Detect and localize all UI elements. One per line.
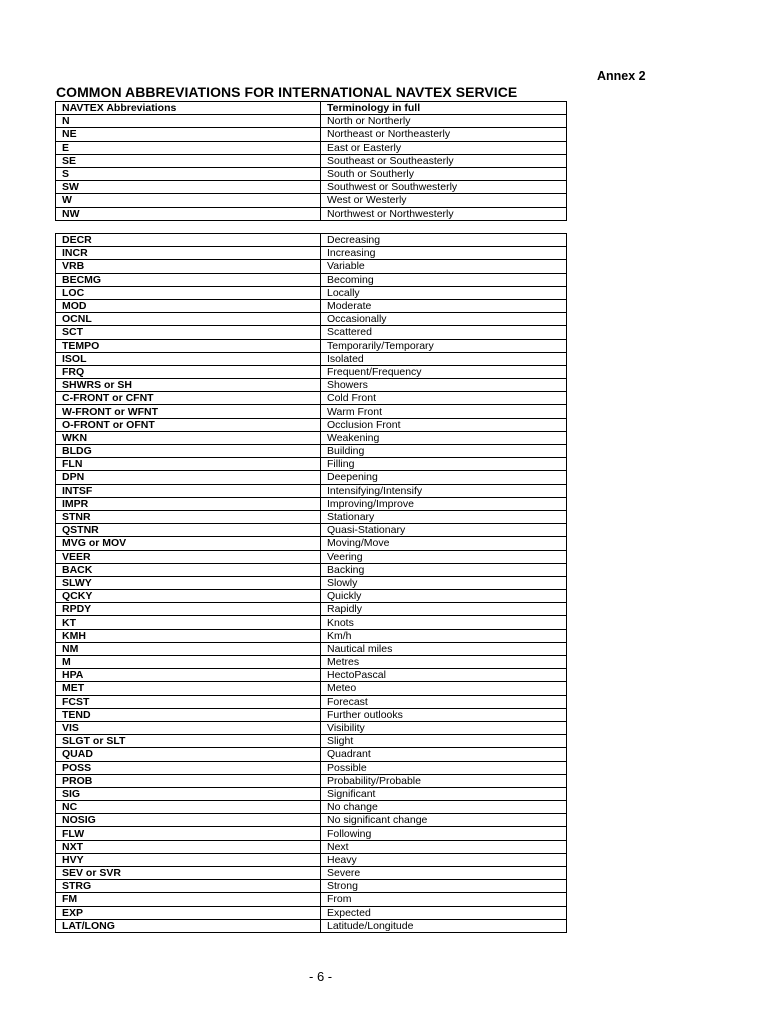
abbreviation-cell: OCNL bbox=[56, 313, 321, 326]
terminology-cell: East or Easterly bbox=[321, 141, 567, 154]
terminology-cell: Northeast or Northeasterly bbox=[321, 128, 567, 141]
terminology-cell: Metres bbox=[321, 656, 567, 669]
abbreviation-cell: LAT/LONG bbox=[56, 919, 321, 932]
table-row bbox=[56, 708, 567, 721]
abbreviation-cell: DECR bbox=[56, 234, 321, 247]
terminology-cell: Possible bbox=[321, 761, 567, 774]
terminology-cell: Heavy bbox=[321, 853, 567, 866]
table-row bbox=[56, 682, 567, 695]
table-row bbox=[56, 247, 567, 260]
table-row bbox=[56, 128, 567, 141]
terminology-cell: Quadrant bbox=[321, 748, 567, 761]
terminology-cell: Scattered bbox=[321, 326, 567, 339]
terminology-cell: Cold Front bbox=[321, 392, 567, 405]
abbreviation-cell: RPDY bbox=[56, 603, 321, 616]
terminology-cell: Deepening bbox=[321, 471, 567, 484]
abbreviation-cell: VIS bbox=[56, 721, 321, 734]
terminology-cell: Southeast or Southeasterly bbox=[321, 154, 567, 167]
terminology-cell: Km/h bbox=[321, 629, 567, 642]
table-row bbox=[56, 801, 567, 814]
terminology-cell: Moderate bbox=[321, 299, 567, 312]
terminology-cell: Northwest or Northwesterly bbox=[321, 207, 567, 220]
directions-table bbox=[55, 101, 567, 221]
terminology-cell: Temporarily/Temporary bbox=[321, 339, 567, 352]
abbreviation-cell: M bbox=[56, 656, 321, 669]
terminology-cell: Variable bbox=[321, 260, 567, 273]
abbreviation-cell: SE bbox=[56, 154, 321, 167]
table-row bbox=[56, 893, 567, 906]
table-row bbox=[56, 405, 567, 418]
abbreviation-cell: INTSF bbox=[56, 484, 321, 497]
abbreviation-cell: SLGT or SLT bbox=[56, 735, 321, 748]
table-row bbox=[56, 853, 567, 866]
terminology-cell: South or Southerly bbox=[321, 167, 567, 180]
weather-terms-table bbox=[55, 233, 567, 933]
table-row bbox=[56, 497, 567, 510]
terminology-cell: Isolated bbox=[321, 352, 567, 365]
terminology-cell: Visibility bbox=[321, 721, 567, 734]
abbreviation-cell: MOD bbox=[56, 299, 321, 312]
table-row bbox=[56, 524, 567, 537]
abbreviation-cell: O-FRONT or OFNT bbox=[56, 418, 321, 431]
abbreviation-cell: MVG or MOV bbox=[56, 537, 321, 550]
abbreviation-cell: SW bbox=[56, 181, 321, 194]
abbreviation-cell: POSS bbox=[56, 761, 321, 774]
terminology-cell: Improving/Improve bbox=[321, 497, 567, 510]
abbreviation-cell: S bbox=[56, 167, 321, 180]
abbreviation-cell: WKN bbox=[56, 431, 321, 444]
abbreviation-cell: E bbox=[56, 141, 321, 154]
terminology-cell: Expected bbox=[321, 906, 567, 919]
abbreviation-cell: FLW bbox=[56, 827, 321, 840]
terminology-cell: No change bbox=[321, 801, 567, 814]
table-row bbox=[56, 590, 567, 603]
abbreviation-cell: SCT bbox=[56, 326, 321, 339]
terminology-cell: Stationary bbox=[321, 510, 567, 523]
terminology-cell: From bbox=[321, 893, 567, 906]
table-row bbox=[56, 194, 567, 207]
terminology-cell: Probability/Probable bbox=[321, 774, 567, 787]
abbreviation-cell: SEV or SVR bbox=[56, 867, 321, 880]
table-row bbox=[56, 603, 567, 616]
table-row bbox=[56, 642, 567, 655]
terminology-cell: Nautical miles bbox=[321, 642, 567, 655]
abbreviation-cell: W bbox=[56, 194, 321, 207]
terminology-cell: Knots bbox=[321, 616, 567, 629]
abbreviation-cell: QCKY bbox=[56, 590, 321, 603]
abbreviation-cell: TEMPO bbox=[56, 339, 321, 352]
abbreviation-cell: TEND bbox=[56, 708, 321, 721]
terminology-cell: Frequent/Frequency bbox=[321, 365, 567, 378]
terminology-cell: Next bbox=[321, 840, 567, 853]
terminology-cell: Latitude/Longitude bbox=[321, 919, 567, 932]
terminology-cell: Increasing bbox=[321, 247, 567, 260]
table-row bbox=[56, 445, 567, 458]
terminology-cell: Decreasing bbox=[321, 234, 567, 247]
table-row bbox=[56, 392, 567, 405]
page-title: COMMON ABBREVIATIONS FOR INTERNATIONAL NAVTEX SERVICE bbox=[56, 84, 518, 100]
table-row bbox=[56, 537, 567, 550]
table-row bbox=[56, 326, 567, 339]
terminology-cell: Moving/Move bbox=[321, 537, 567, 550]
abbreviation-cell: ISOL bbox=[56, 352, 321, 365]
terminology-cell: West or Westerly bbox=[321, 194, 567, 207]
table-row bbox=[56, 656, 567, 669]
terminology-cell: Occlusion Front bbox=[321, 418, 567, 431]
abbreviation-cell: C-FRONT or CFNT bbox=[56, 392, 321, 405]
header-abbreviations: NAVTEX Abbreviations bbox=[56, 102, 321, 115]
abbreviation-cell: MET bbox=[56, 682, 321, 695]
terminology-cell: Building bbox=[321, 445, 567, 458]
abbreviation-cell: IMPR bbox=[56, 497, 321, 510]
terminology-cell: Forecast bbox=[321, 695, 567, 708]
abbreviation-cell: KT bbox=[56, 616, 321, 629]
terminology-cell: Significant bbox=[321, 787, 567, 800]
abbreviation-cell: SHWRS or SH bbox=[56, 379, 321, 392]
table-header-row bbox=[56, 102, 567, 115]
abbreviation-cell: PROB bbox=[56, 774, 321, 787]
terminology-cell: Backing bbox=[321, 563, 567, 576]
table-row bbox=[56, 154, 567, 167]
table-row bbox=[56, 576, 567, 589]
terminology-cell: Slight bbox=[321, 735, 567, 748]
table-row bbox=[56, 867, 567, 880]
table-row bbox=[56, 365, 567, 378]
abbreviation-cell: VEER bbox=[56, 550, 321, 563]
abbreviation-cell: NW bbox=[56, 207, 321, 220]
table-row bbox=[56, 379, 567, 392]
terminology-cell: Quickly bbox=[321, 590, 567, 603]
table-row bbox=[56, 919, 567, 932]
terminology-cell: Slowly bbox=[321, 576, 567, 589]
abbreviation-cell: DPN bbox=[56, 471, 321, 484]
table-row bbox=[56, 352, 567, 365]
abbreviation-cell: INCR bbox=[56, 247, 321, 260]
abbreviation-cell: EXP bbox=[56, 906, 321, 919]
table-row bbox=[56, 761, 567, 774]
terminology-cell: Veering bbox=[321, 550, 567, 563]
terminology-cell: Following bbox=[321, 827, 567, 840]
header-terminology: Terminology in full bbox=[321, 102, 567, 115]
table-row bbox=[56, 115, 567, 128]
table-row bbox=[56, 840, 567, 853]
terminology-cell: Strong bbox=[321, 880, 567, 893]
table-row bbox=[56, 787, 567, 800]
terminology-cell: Quasi-Stationary bbox=[321, 524, 567, 537]
abbreviation-cell: KMH bbox=[56, 629, 321, 642]
terminology-cell: Becoming bbox=[321, 273, 567, 286]
terminology-cell: North or Northerly bbox=[321, 115, 567, 128]
abbreviation-cell: BACK bbox=[56, 563, 321, 576]
table-row bbox=[56, 669, 567, 682]
page-number: - 6 - bbox=[309, 969, 333, 984]
abbreviation-cell: FCST bbox=[56, 695, 321, 708]
abbreviation-cell: VRB bbox=[56, 260, 321, 273]
abbreviation-cell: SLWY bbox=[56, 576, 321, 589]
table-row bbox=[56, 774, 567, 787]
table-row bbox=[56, 418, 567, 431]
abbreviation-cell: FM bbox=[56, 893, 321, 906]
table-row bbox=[56, 906, 567, 919]
table-row bbox=[56, 484, 567, 497]
table-row bbox=[56, 827, 567, 840]
terminology-cell: Meteo bbox=[321, 682, 567, 695]
abbreviation-cell: STRG bbox=[56, 880, 321, 893]
terminology-cell: No significant change bbox=[321, 814, 567, 827]
abbreviation-cell: NE bbox=[56, 128, 321, 141]
table-row bbox=[56, 721, 567, 734]
terminology-cell: Intensifying/Intensify bbox=[321, 484, 567, 497]
table-row bbox=[56, 234, 567, 247]
table-row bbox=[56, 880, 567, 893]
terminology-cell: Further outlooks bbox=[321, 708, 567, 721]
abbreviation-cell: FRQ bbox=[56, 365, 321, 378]
abbreviation-cell: HPA bbox=[56, 669, 321, 682]
abbreviation-cell: FLN bbox=[56, 458, 321, 471]
table-row bbox=[56, 510, 567, 523]
abbreviation-cell: NC bbox=[56, 801, 321, 814]
abbreviation-cell: QUAD bbox=[56, 748, 321, 761]
table-row bbox=[56, 814, 567, 827]
table-row bbox=[56, 141, 567, 154]
abbreviation-cell: NXT bbox=[56, 840, 321, 853]
table-row bbox=[56, 629, 567, 642]
abbreviation-cell: HVY bbox=[56, 853, 321, 866]
table-row bbox=[56, 273, 567, 286]
table-row bbox=[56, 458, 567, 471]
table-row bbox=[56, 431, 567, 444]
table-row bbox=[56, 299, 567, 312]
table-row bbox=[56, 748, 567, 761]
terminology-cell: Rapidly bbox=[321, 603, 567, 616]
terminology-cell: Weakening bbox=[321, 431, 567, 444]
terminology-cell: Locally bbox=[321, 286, 567, 299]
table-row bbox=[56, 471, 567, 484]
terminology-cell: Showers bbox=[321, 379, 567, 392]
table-row bbox=[56, 167, 567, 180]
terminology-cell: Southwest or Southwesterly bbox=[321, 181, 567, 194]
abbreviation-cell: SIG bbox=[56, 787, 321, 800]
table-row bbox=[56, 313, 567, 326]
table-row bbox=[56, 695, 567, 708]
table-row bbox=[56, 181, 567, 194]
abbreviation-cell: STNR bbox=[56, 510, 321, 523]
abbreviation-cell: BECMG bbox=[56, 273, 321, 286]
table-row bbox=[56, 563, 567, 576]
annex-label: Annex 2 bbox=[597, 69, 646, 83]
terminology-cell: Filling bbox=[321, 458, 567, 471]
terminology-cell: Warm Front bbox=[321, 405, 567, 418]
terminology-cell: Severe bbox=[321, 867, 567, 880]
abbreviation-cell: N bbox=[56, 115, 321, 128]
abbreviation-cell: QSTNR bbox=[56, 524, 321, 537]
table-row bbox=[56, 616, 567, 629]
table-row bbox=[56, 339, 567, 352]
abbreviation-cell: NM bbox=[56, 642, 321, 655]
terminology-cell: Occasionally bbox=[321, 313, 567, 326]
table-row bbox=[56, 260, 567, 273]
table-row bbox=[56, 286, 567, 299]
abbreviation-cell: W-FRONT or WFNT bbox=[56, 405, 321, 418]
table-row bbox=[56, 207, 567, 220]
abbreviation-cell: LOC bbox=[56, 286, 321, 299]
abbreviation-cell: NOSIG bbox=[56, 814, 321, 827]
table-row bbox=[56, 550, 567, 563]
abbreviation-cell: BLDG bbox=[56, 445, 321, 458]
table-row bbox=[56, 735, 567, 748]
terminology-cell: HectoPascal bbox=[321, 669, 567, 682]
